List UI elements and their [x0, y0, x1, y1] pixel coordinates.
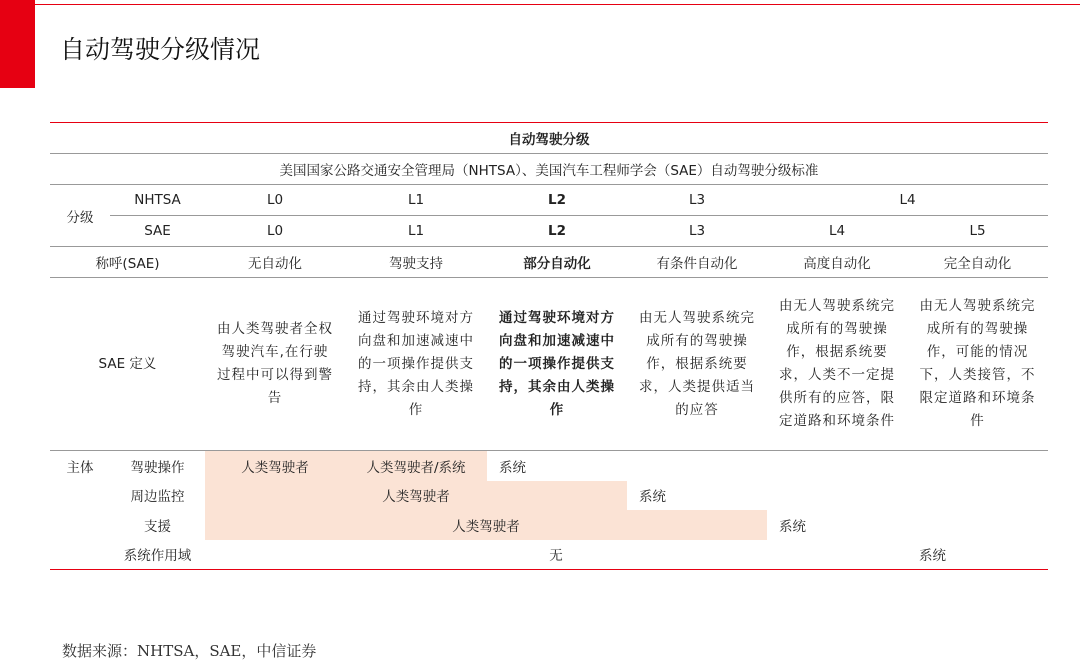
subject-cell: 人类驾驶者/系统	[345, 451, 487, 481]
source-note: 数据来源：NHTSA，SAE，中信证券	[62, 642, 317, 660]
level-definition: 通过驾驶环境对方向盘和加速减速中的一项操作提供支持，其余由人类操作	[499, 309, 615, 418]
name-label: 称呼(SAE)	[50, 247, 205, 278]
nhtsa-level: L4	[767, 185, 1048, 216]
level-name: 部分自动化	[487, 247, 627, 278]
level-definition: 由人类驾驶者全权驾驶汽车,在行驶过程中可以得到警告	[217, 321, 333, 406]
subject-cell: 系统	[907, 540, 1048, 570]
subject-cell: 人类驾驶者	[205, 451, 345, 481]
level-definition: 通过驾驶环境对方向盘和加速减速中的一项操作提供支持，其余由人类操作	[358, 309, 474, 418]
grade-label: 分级	[50, 185, 110, 247]
nhtsa-level: L1	[345, 185, 487, 216]
subject-cell: 无	[205, 540, 907, 570]
level-definition: 由无人驾驶系统完成所有的驾驶操作，根据系统要求，人类提供适当的应答	[639, 309, 755, 418]
sae-label: SAE	[110, 216, 205, 247]
level-name: 完全自动化	[907, 247, 1048, 278]
level-name: 驾驶支持	[345, 247, 487, 278]
level-definition: 由无人驾驶系统完成所有的驾驶操作，根据系统要求，人类不一定提供所有的应答，限定道路和环境条件	[779, 298, 895, 429]
subject-cell: 系统	[639, 489, 666, 506]
top-divider	[35, 4, 1080, 5]
nhtsa-level: L2	[487, 185, 627, 216]
page-title: 自动驾驶分级情况	[60, 35, 261, 64]
definition-label: SAE 定义	[50, 278, 205, 451]
subject-label: 主体	[66, 459, 94, 476]
subject-cell: 系统	[499, 459, 526, 476]
level-definition: 由无人驾驶系统完成所有的驾驶操作，可能的情况下，人类接管，不限定道路和环境条件	[919, 298, 1036, 429]
nhtsa-level: L3	[627, 185, 767, 216]
subject-cell: 人类驾驶者	[205, 481, 627, 511]
row-label: 周边监控	[130, 489, 185, 506]
level-name: 有条件自动化	[627, 247, 767, 278]
sae-level: L2	[487, 216, 627, 247]
table-subheader: 美国国家公路交通安全管理局（NHTSA）、美国汽车工程师学会（SAE）自动驾驶分级标准	[50, 154, 1048, 185]
sae-level: L1	[345, 216, 487, 247]
level-name: 无自动化	[205, 247, 345, 278]
table-header: 自动驾驶分级	[50, 123, 1048, 154]
subject-cell: 系统	[779, 518, 806, 535]
title-accent-bar	[0, 0, 35, 88]
sae-level: L4	[767, 216, 907, 247]
nhtsa-label: NHTSA	[110, 185, 205, 216]
row-label: 系统作用域	[110, 540, 205, 570]
sae-level: L3	[627, 216, 767, 247]
autonomy-level-table	[50, 122, 1048, 570]
sae-level: L0	[205, 216, 345, 247]
sae-level: L5	[907, 216, 1048, 247]
level-name: 高度自动化	[767, 247, 907, 278]
nhtsa-level: L0	[205, 185, 345, 216]
row-label: 驾驶操作	[130, 459, 185, 476]
subject-cell: 人类驾驶者	[205, 510, 767, 540]
row-label: 支援	[144, 518, 171, 535]
